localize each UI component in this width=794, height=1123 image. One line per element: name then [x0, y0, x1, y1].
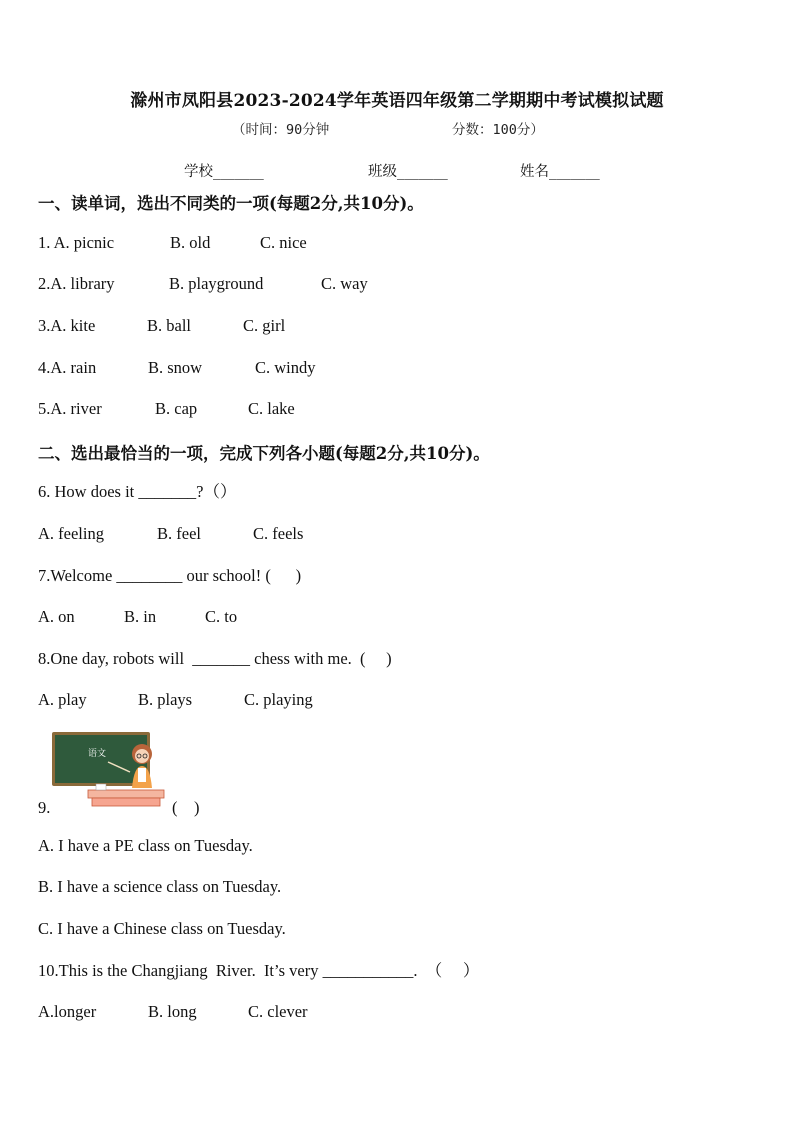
q9-option-b[interactable]: B. I have a science class on Tuesday. — [38, 877, 282, 896]
q8-option-c[interactable]: C. playing — [244, 690, 313, 709]
q6-option-c[interactable]: C. feels — [253, 524, 304, 543]
q9-option-c[interactable]: C. I have a Chinese class on Tuesday. — [38, 919, 286, 938]
board-text: 语文 — [88, 749, 107, 759]
q9-option-a[interactable]: A. I have a PE class on Tuesday. — [38, 836, 253, 855]
q6-option-a[interactable]: A. feeling — [38, 524, 104, 543]
section2-heading: 二、选出最恰当的一项，完成下列各小题(每题2分,共10分)。 — [38, 444, 490, 463]
q8-stem: 8.One day, robots will _______ chess with me. ( ) — [38, 649, 392, 668]
page-title: 滁州市凤阳县2023-2024学年英语四年级第二学期期中考试模拟试题 — [130, 91, 664, 111]
section1-heading: 一、读单词，选出不同类的一项(每题2分,共10分)。 — [38, 194, 424, 213]
class-field[interactable]: 班级_______ — [368, 164, 448, 180]
q10-option-b[interactable]: B. long — [148, 1002, 197, 1021]
q4-option-b[interactable]: B. snow — [148, 358, 203, 377]
school-field[interactable]: 学校_______ — [184, 164, 264, 180]
q3-option-b[interactable]: B. ball — [147, 316, 191, 335]
exam-time: （时间：90分钟 — [232, 122, 330, 138]
q8-option-b[interactable]: B. plays — [138, 690, 193, 709]
q2-option-a[interactable]: 2.A. library — [38, 274, 115, 293]
q2-option-c[interactable]: C. way — [321, 274, 368, 293]
q7-option-b[interactable]: B. in — [124, 607, 157, 626]
q3-option-a[interactable]: 3.A. kite — [38, 316, 96, 335]
teacher-chalkboard-illustration — [52, 732, 166, 808]
q3-option-c[interactable]: C. girl — [243, 316, 286, 335]
q8-option-a[interactable]: A. play — [38, 690, 87, 709]
q7-stem: 7.Welcome ________ our school! ( ) — [38, 566, 302, 585]
q10-option-a[interactable]: A.longer — [38, 1002, 97, 1021]
q10-option-c[interactable]: C. clever — [248, 1002, 308, 1021]
q4-option-c[interactable]: C. windy — [255, 358, 316, 377]
q7-option-a[interactable]: A. on — [38, 607, 75, 626]
q5-option-a[interactable]: 5.A. river — [38, 399, 102, 418]
q5-option-b[interactable]: B. cap — [155, 399, 198, 418]
q4-option-a[interactable]: 4.A. rain — [38, 358, 97, 377]
q5-option-c[interactable]: C. lake — [248, 399, 295, 418]
q1-option-b[interactable]: B. old — [170, 233, 211, 252]
q7-option-c[interactable]: C. to — [205, 607, 238, 626]
name-field[interactable]: 姓名_______ — [520, 164, 600, 180]
q6-stem: 6. How does it _______?（） — [38, 482, 237, 501]
q1-option-a[interactable]: 1. A. picnic — [38, 233, 115, 252]
q6-option-b[interactable]: B. feel — [157, 524, 201, 543]
q9-number: 9. — [38, 798, 51, 817]
q2-option-b[interactable]: B. playground — [169, 274, 264, 293]
q1-option-c[interactable]: C. nice — [260, 233, 307, 252]
q10-stem: 10.This is the Changjiang River. It’s very ___________. （ ） — [38, 961, 480, 980]
q9-answer-paren[interactable]: ( ) — [172, 798, 200, 817]
exam-score: 分数：100分） — [452, 122, 544, 138]
